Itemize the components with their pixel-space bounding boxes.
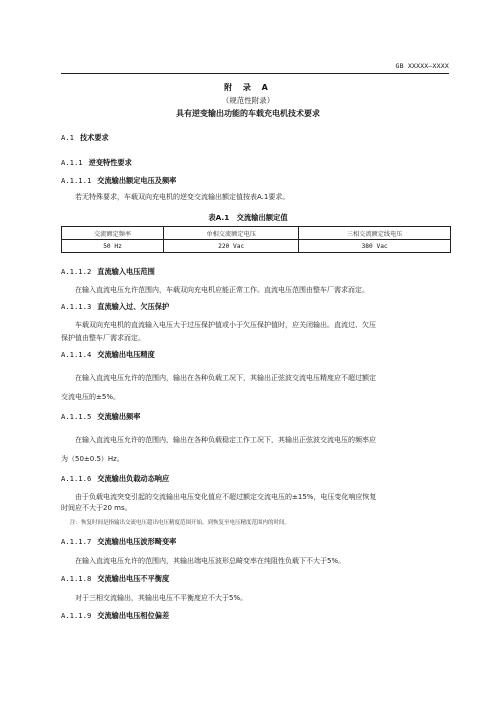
rated-output-table [61,226,451,253]
section-a116-heading [61,474,169,484]
paragraph-line: 交流电压的±5%。 [61,393,120,401]
section-a115-heading [61,412,140,422]
paragraph-line: 保护值由整车厂需求而定。 [61,334,145,342]
section-title: 交流输出额定电压及频率 [97,176,177,185]
section-a111-text [61,191,451,204]
appendix-title: 具有逆变输出功能的车载充电机技术要求 [176,109,320,118]
section-a116-text [61,492,451,514]
table-caption: 表A.1 交流输出额定值 [208,213,288,222]
section-a114-heading [61,350,155,360]
table-cell: 50 Hz [62,240,164,253]
section-a113-heading [61,302,169,312]
section-title: 逆变特性要求 [88,158,132,167]
section-title: 交流输出电压波形畸变率 [97,537,177,546]
paragraph-line: 时间应不大于20 ms。 [61,504,132,512]
appendix-label: 附 录 A [224,83,272,92]
paragraph-line: 车载双向充电机的直流输入电压大于过压保护值或小于欠压保护值时，应关闭输出。直流过、欠压 [75,321,376,329]
section-number: A.1.1.9 [61,611,92,620]
section-a116-note: 注：恢复时间是指输出交流电压超出电压精度范围开始，到恢复至电压精度范围内的时间。 [70,520,291,526]
section-title: 交流输出电压不平衡度 [97,574,170,583]
section-title: 交流输出负载动态响应 [97,474,170,483]
section-number: A.1.1.8 [61,574,92,583]
section-number: A.1.1.4 [61,350,92,359]
table-header-cell: 三相交流额定线电压 [299,227,451,240]
table-cell: 380 Vac [299,240,451,253]
section-title: 直流输入过、欠压保护 [97,302,170,311]
section-title: 技术要求 [79,133,109,142]
paragraph-line: 在输入直流电压允许的范围内，其输出端电压波形总畸变率在纯阻性负载下不大于5%。 [75,557,346,565]
table-header-row [62,227,451,240]
header-rule [61,73,449,74]
section-title: 交流输出电压精度 [97,350,155,359]
section-a112-heading [61,267,155,277]
section-number: A.1.1.6 [61,474,92,483]
appendix-type: （规范性附录） [221,96,275,105]
section-a112-text [61,284,451,297]
table-row [62,240,451,253]
section-a119-heading [61,611,169,621]
paragraph-line: 若无特殊要求，车载双向充电机的逆变交流输出额定值按表A.1要求。 [75,193,290,201]
section-a113-text [61,319,451,345]
paragraph-line: 在输入直流电压允许的范围内，输出在各种负载工况下，其输出正弦波交流电压精度应不超过额定 [75,374,376,382]
table-cell: 220 Vac [164,240,299,253]
section-title: 交流输出电压相位偏差 [97,611,170,620]
section-a117-text [61,555,451,568]
table-header-cell: 交流额定频率 [62,227,164,240]
paragraph-line: 为（50±0.5）Hz。 [61,455,124,463]
section-a115-text [61,431,451,469]
section-a118-text [61,592,451,605]
paragraph-line: 在输入直流电压允许范围内，车载双向充电机应能正常工作。直流电压范围由整车厂需求而定。 [75,286,369,294]
section-number: A.1.1 [61,158,83,167]
paragraph-line: 在输入直流电压允许的范围内，输出在各种负载稳定工作工况下，其输出正弦波交流电压的频率应 [75,436,376,444]
section-number: A.1 [61,133,74,142]
section-a114-text [61,369,451,407]
section-title: 交流输出频率 [97,412,141,421]
paragraph-line: 由于负载电流突变引起的交流输出电压变化值应不超过额定交流电压的±15%，电压变化响应恢复 [75,493,377,501]
section-number: A.1.1.1 [61,176,92,185]
section-a111-heading [61,176,176,186]
section-number: A.1.1.7 [61,537,92,546]
section-number: A.1.1.3 [61,302,92,311]
paragraph-line: 对于三相交流输出，其输出电压不平衡度应不大于5%。 [75,594,248,602]
standard-code: GB XXXXX—XXXX [395,62,449,70]
section-a118-heading [61,574,169,584]
section-title: 直流输入电压范围 [97,267,155,276]
section-a1-heading [61,133,109,143]
section-number: A.1.1.2 [61,267,92,276]
section-a117-heading [61,537,176,547]
section-number: A.1.1.5 [61,412,92,421]
table-header-cell: 单相交流额定电压 [164,227,299,240]
section-a11-heading [61,158,132,168]
